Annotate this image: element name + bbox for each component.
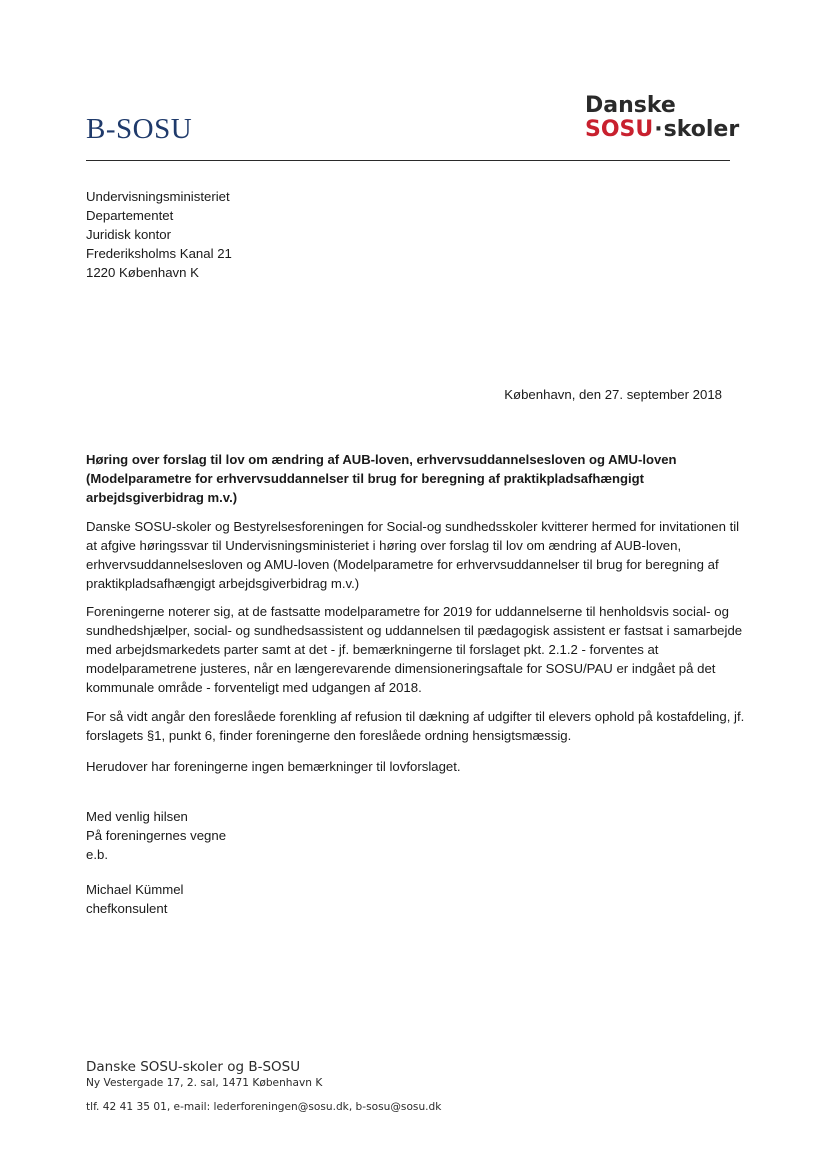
footer-contact: tlf. 42 41 35 01, e-mail: lederforeningen@sosu.dk, b-sosu@sosu.dk (86, 1101, 442, 1113)
recipient-line: Undervisningsministeriet (86, 189, 230, 204)
logo-sosu-text: SOSU (585, 117, 654, 142)
signer-name: Michael Kümmel (86, 882, 184, 897)
logo-dot-separator: · (654, 117, 663, 142)
recipient-address (86, 187, 232, 282)
body-paragraph: For så vidt angår den foreslåede forenkling af refusion til dækning af udgifter til elevers ophold på kostafdeling, jf. forslagets §1, punkt 6, finder foreningerne den foreslåede ordning hensigtsmæssig. (86, 709, 745, 743)
logo-danske-text: Danske (585, 93, 676, 118)
danske-sosu-skoler-logo (585, 94, 739, 142)
recipient-line: Juridisk kontor (86, 227, 172, 242)
body-paragraph: Herudover har foreningerne ingen bemærkninger til lovforslaget. (86, 759, 461, 774)
closing-line: På foreningernes vegne (86, 828, 227, 843)
logo-sosu-skoler-line (585, 118, 739, 142)
signer-block (86, 880, 183, 918)
footer-address: Ny Vestergade 17, 2. sal, 1471 København K (86, 1077, 323, 1089)
signer-title: chefkonsulent (86, 901, 168, 916)
recipient-line: Frederiksholms Kanal 21 (86, 246, 232, 261)
b-sosu-logo: B-SOSU (86, 113, 193, 145)
logo-skoler-text: skoler (663, 117, 740, 142)
body-paragraph: Danske SOSU-skoler og Bestyrelsesforeningen for Social-og sundhedsskoler kvitterer hermed for invitationen til at afgive høringssvar til Undervisningsministeriet i høring over forslag til lov om ændring af AUB-loven, erhvervsuddannelsesloven og AMU-loven (Modelparametre for erhvervsuddannelser til brug for beregning af praktikpladsafhængigt arbejdsgiverbidrag m.v.) (86, 519, 740, 591)
closing-line: Med venlig hilsen (86, 809, 188, 824)
letter-footer (86, 1058, 441, 1114)
footer-organization: Danske SOSU-skoler og B-SOSU (86, 1059, 301, 1075)
letter-subject: Høring over forslag til lov om ændring af AUB-loven, erhvervsuddannelsesloven og AMU-loven (Modelparametre for erhvervsuddannelser til brug for beregning af praktikpladsafhængigt arbejdsgiverbidrag m.v.) (86, 452, 677, 505)
body-paragraph: Foreningerne noterer sig, at de fastsatte modelparametre for 2019 for uddannelserne til henholdsvis social- og sundhedshjælper, social- og sundhedsassistent og uddannelsen til pædagogisk assistent er fastsat i samarbejde med arbejdsmarkedets parter samt at det - jf. bemærkningerne til forslaget pkt. 2.1.2 - forventes at modelparametrene justeres, når en længerevarende dimensioneringsaftale for SOSU/PAU er indgået på det kommunale område - forventeligt med udgangen af 2018. (86, 604, 743, 695)
letter-date: København, den 27. september 2018 (504, 387, 722, 402)
letter-closing (86, 807, 226, 864)
recipient-line: Departementet (86, 208, 174, 223)
header-divider (86, 160, 730, 161)
recipient-line: 1220 København K (86, 265, 199, 280)
closing-line: e.b. (86, 847, 108, 862)
